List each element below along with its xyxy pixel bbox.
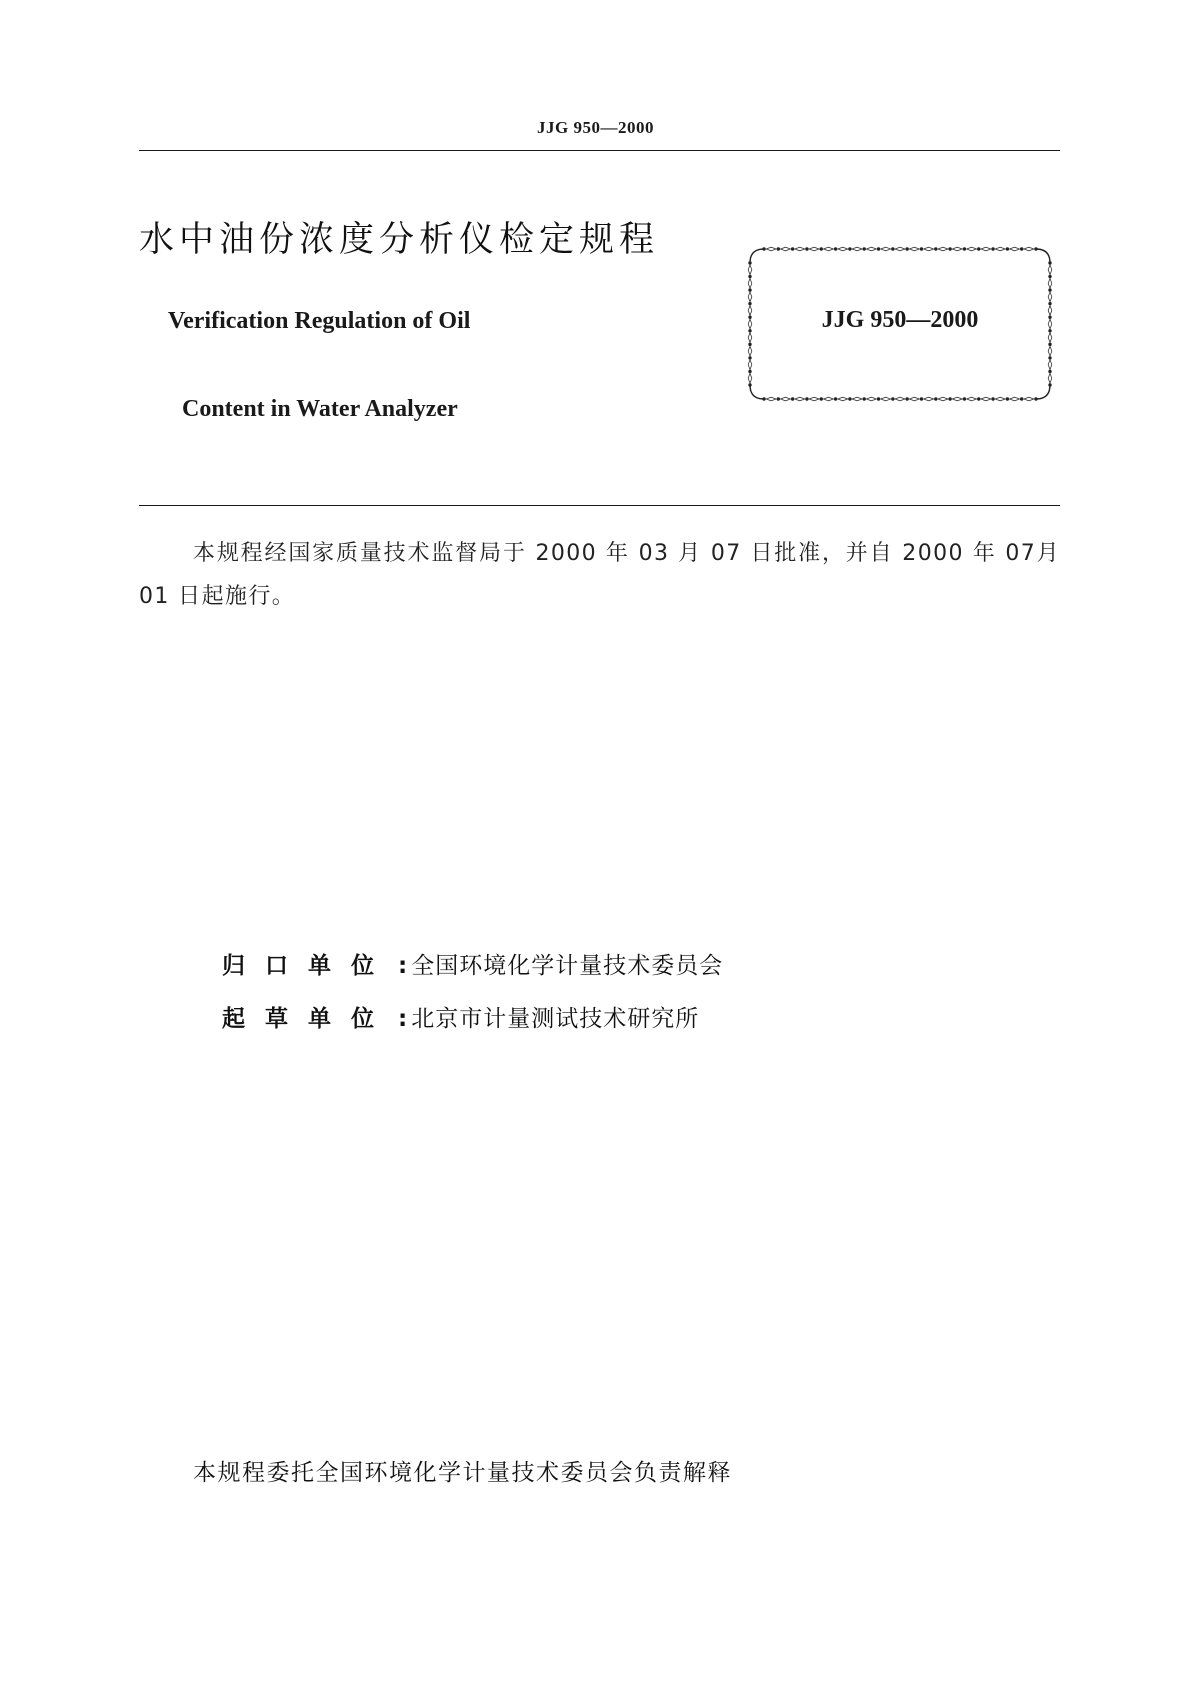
responsible-unit-row xyxy=(222,947,723,980)
title-chinese: 水中油份浓度分析仪检定规程 xyxy=(139,220,660,260)
responsible-unit-value: 全国环境化学计量技术委员会 xyxy=(411,953,724,979)
approval-paragraph: 本规程经国家质量技术监督局于 2000 年 03 月 07 日批准，并自 2000 年 07月 01 日起施行。 xyxy=(139,541,1060,609)
drafting-unit-label: 起草单位 xyxy=(222,1006,394,1032)
title-english-line1: Verification Regulation of Oil xyxy=(168,308,471,334)
top-divider xyxy=(139,150,1060,151)
standard-code-box xyxy=(744,243,1056,405)
title-english-line2: Content in Water Analyzer xyxy=(182,396,458,422)
drafting-unit-row xyxy=(222,1000,699,1033)
standard-code: JJG 950—2000 xyxy=(821,307,979,333)
interpretation-note: 本规程委托全国环境化学计量技术委员会负责解释 xyxy=(193,1460,732,1486)
middle-divider xyxy=(139,505,1060,506)
drafting-unit-value: 北京市计量测试技术研究所 xyxy=(411,1006,700,1032)
responsible-unit-label: 归口单位 xyxy=(222,953,394,979)
responsible-unit-colon: : xyxy=(398,953,408,979)
drafting-unit-colon: : xyxy=(398,1006,408,1032)
header-code: JJG 950—2000 xyxy=(537,118,654,137)
